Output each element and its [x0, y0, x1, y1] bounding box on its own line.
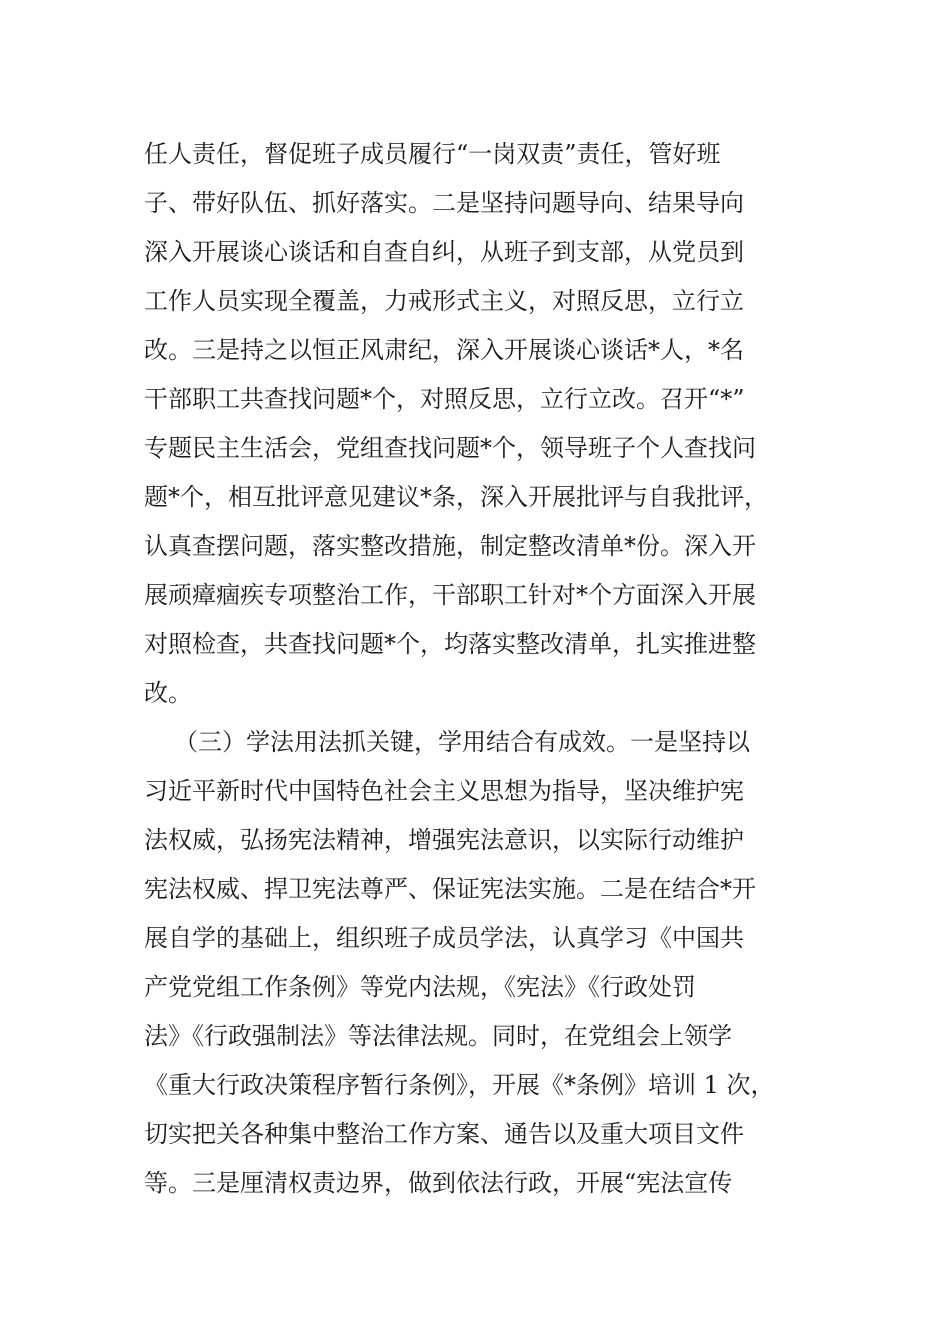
text-line: 产党党组工作条例》等党内法规，《宪法》《行政处罚	[144, 973, 696, 1001]
text-line: 展自学的基础上，组织班子成员学法，认真学习《中国共	[144, 924, 744, 952]
text-line: 展顽瘴痼疾专项整治工作，干部职工针对*个方面深入开展	[144, 581, 756, 609]
text-line: 认真查摆问题，落实整改措施，制定整改清单*份。深入开	[144, 532, 756, 560]
text-line: 《重大行政决策程序暂行条例》，开展《*条例》培训 1 次，	[144, 1071, 775, 1099]
text-line: 专题民主生活会，党组查找问题*个，领导班子个人查找问	[144, 434, 756, 462]
text-line: 干部职工共查找问题*个，对照反思，立行立改。召开“*”	[144, 385, 745, 413]
text-line: 改。	[144, 679, 192, 707]
text-line: 习近平新时代中国特色社会主义思想为指导，坚决维护宪	[144, 777, 744, 805]
text-line: 法权威，弘扬宪法精神，增强宪法意识，以实际行动维护	[144, 826, 744, 854]
text-line: 工作人员实现全覆盖，力戒形式主义，对照反思，立行立	[144, 287, 744, 315]
text-line: 对照检查，共查找问题*个，均落实整改清单，扎实推进整	[144, 630, 756, 658]
text-line: 切实把关各种集中整治工作方案、通告以及重大项目文件	[144, 1120, 744, 1148]
text-line: 法》《行政强制法》等法律法规。同时，在党组会上领学	[144, 1022, 732, 1050]
section-heading-line: （三）学法用法抓关键，学用结合有成效。一是坚持以	[174, 728, 750, 756]
text-line: 等。三是厘清权责边界，做到依法行政，开展“宪法宣传	[144, 1169, 733, 1197]
text-line: 任人责任，督促班子成员履行“一岗双责”责任，管好班	[144, 140, 721, 168]
text-line: 改。三是持之以恒正风肃纪，深入开展谈心谈话*人，*名	[144, 336, 744, 364]
text-line: 题*个，相互批评意见建议*条，深入开展批评与自我批评，	[144, 483, 768, 511]
text-line: 子、带好队伍、抓好落实。二是坚持问题导向、结果导向	[144, 189, 744, 217]
text-line: 深入开展谈心谈话和自查自纠，从班子到支部，从党员到	[144, 238, 744, 266]
text-line: 宪法权威、捍卫宪法尊严、保证宪法实施。二是在结合*开	[144, 875, 756, 903]
body-text	[144, 130, 834, 1208]
